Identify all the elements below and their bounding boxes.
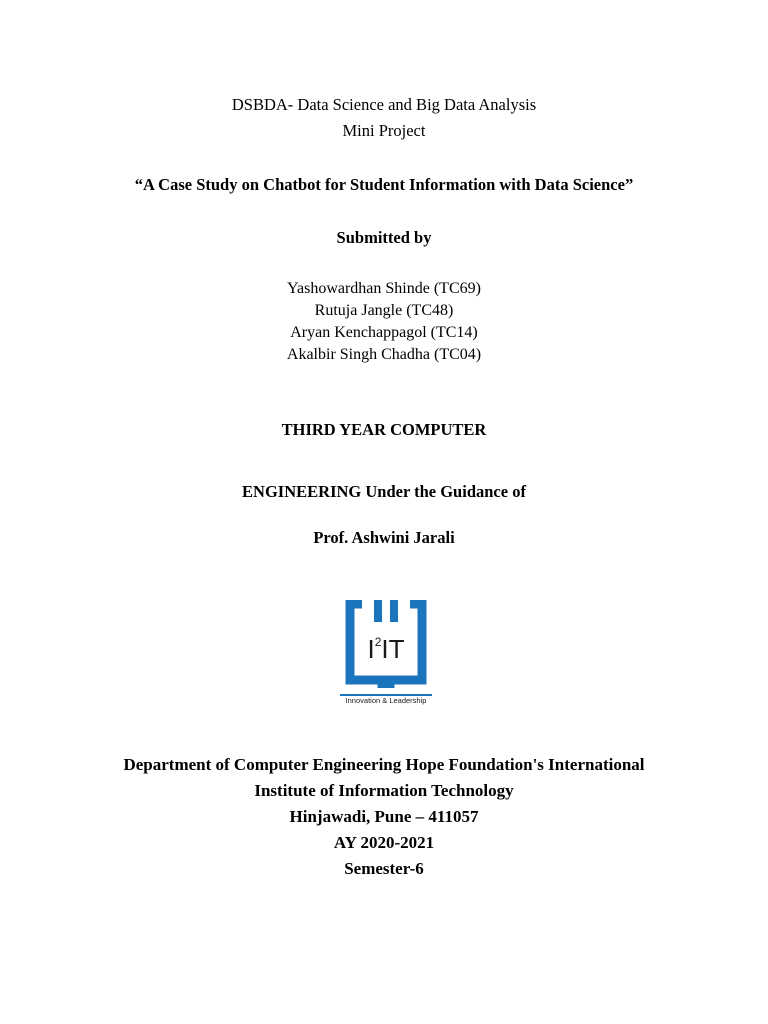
i2it-logo-icon <box>336 600 436 696</box>
logo-wordmark-rest: IT <box>381 634 405 664</box>
institution-line-2: Institute of Information Technology <box>254 781 514 800</box>
project-type: Mini Project <box>342 121 426 140</box>
guide-name: Prof. Ashwini Jarali <box>313 528 455 547</box>
svg-text:I2IT <box>367 634 404 664</box>
logo-wordmark-base: I <box>367 634 375 664</box>
member-name: Akalbir Singh Chadha (TC04) <box>286 346 482 363</box>
semester: Semester-6 <box>344 859 424 878</box>
logo-wordmark-sup: 2 <box>374 635 382 649</box>
logo-tagline: Innovation & Leadership <box>345 696 427 705</box>
member-name: Rutuja Jangle (TC48) <box>314 302 454 319</box>
course-title: DSBDA- Data Science and Big Data Analysis <box>231 95 537 114</box>
academic-year: AY 2020-2021 <box>333 833 435 852</box>
submitted-by-label: Submitted by <box>336 228 432 247</box>
institution-address: Hinjawadi, Pune – 411057 <box>289 807 479 826</box>
institution-line-1: Department of Computer Engineering Hope Foundation's International <box>123 755 645 774</box>
i2it-logo <box>336 600 436 716</box>
member-name: Aryan Kenchappagol (TC14) <box>290 324 478 341</box>
year-line: THIRD YEAR COMPUTER <box>281 420 487 439</box>
guidance-line: ENGINEERING Under the Guidance of <box>242 482 526 501</box>
member-name: Yashowardhan Shinde (TC69) <box>287 280 481 297</box>
project-title: “A Case Study on Chatbot for Student Information with Data Science” <box>134 175 634 194</box>
